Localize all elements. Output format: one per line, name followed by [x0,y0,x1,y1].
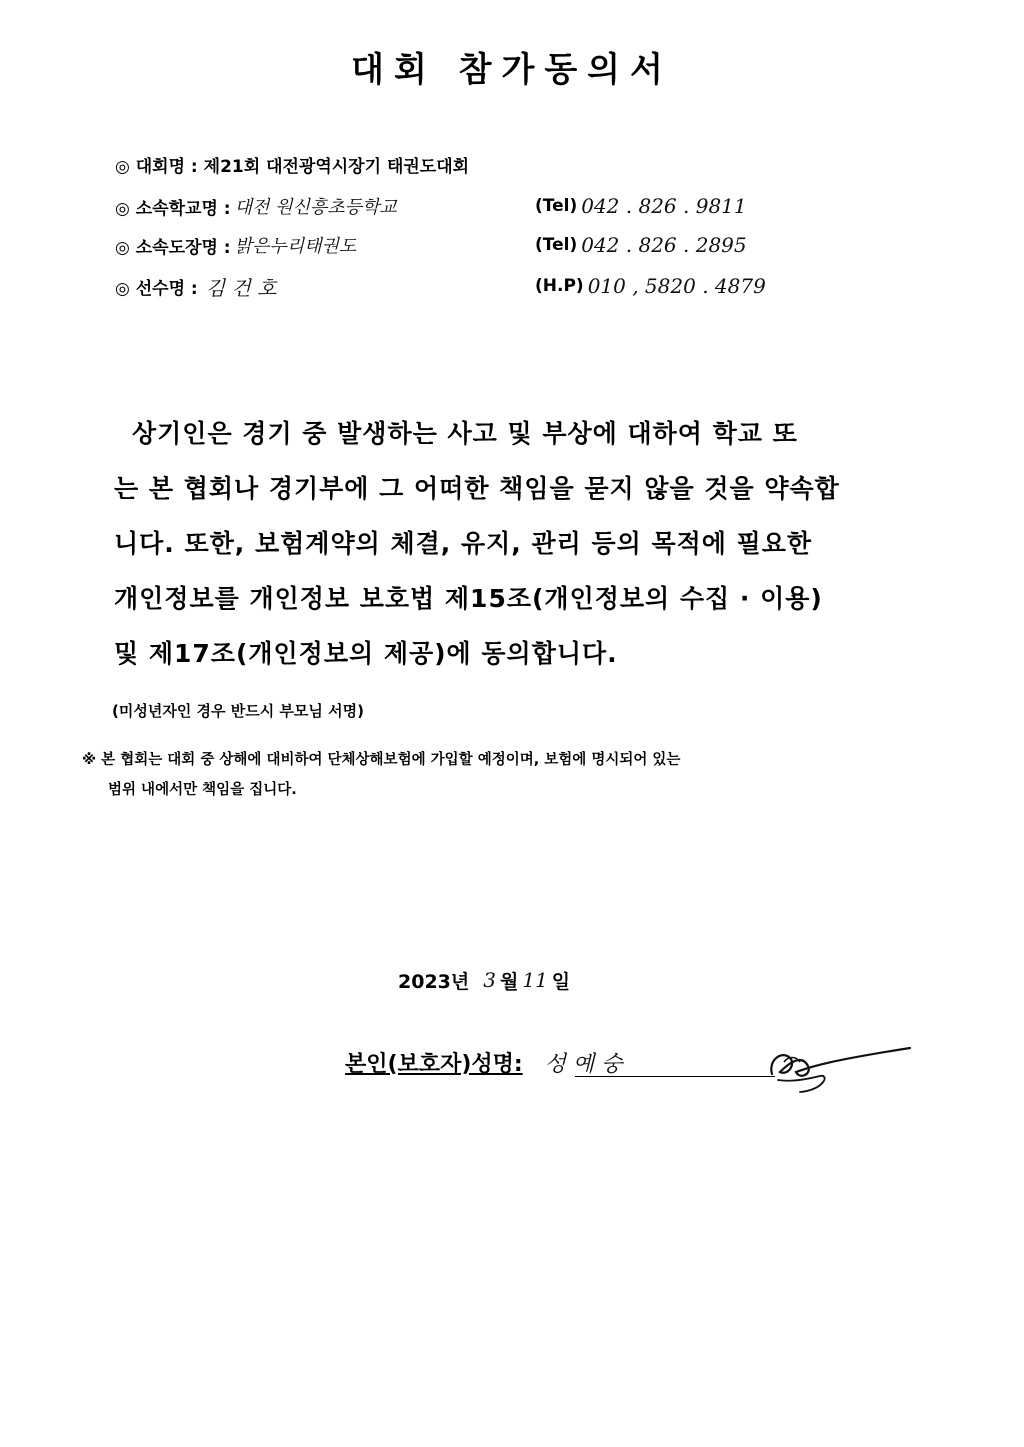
field-school-label: ◎ 소속학교명 : [115,198,231,219]
date-row [398,962,570,998]
signature-row [345,1040,622,1084]
paragraph-line: 개인정보를 개인정보 보호법 제15조(개인정보의 수집 · 이용) [114,584,823,613]
paragraph-line: 는 본 협회나 경기부에 그 어떠한 책임을 묻지 않을 것을 약속합 [114,474,840,503]
field-player [115,268,276,304]
contact-player-label: (H.P) [535,276,584,296]
contact-school-label: (Tel) [535,196,578,216]
contact-player-value: 010 , 5820 . 4879 [587,274,766,298]
paragraph-line: 및 제17조(개인정보의 제공)에 동의합니다. [114,639,618,668]
field-dojang [115,227,356,263]
field-dojang-label: ◎ 소속도장명 : [115,237,231,258]
field-competition-label: ◎ 대회명 : 제21회 대전광역시장기 태권도대회 [115,156,470,177]
field-player-value: 김 건 호 [205,275,277,300]
field-player-label: ◎ 선수명 : [115,278,198,299]
date-year: 2023년 [398,970,470,993]
field-dojang-value: 밝은누리태권도 [234,236,357,257]
signature-name: 성 예 숭 [544,1051,623,1077]
document-title: 대회 참가동의서 [351,50,673,90]
contact-school-value: 042 . 826 . 9811 [581,194,747,218]
contact-school [535,188,747,224]
field-school [115,188,397,224]
disclaimer-line: ※ 본 협회는 대회 중 상해에 대비하여 단체상해보험에 가입할 예정이며, 보험에 명시되어 있는 [82,752,681,768]
date-day-label: 일 [551,970,571,993]
field-competition [115,146,469,182]
date-day-value: 11 [522,968,548,992]
signature-line [575,1076,775,1077]
date-month-value: 3 [483,968,496,992]
date-month-label: 월 [499,970,519,993]
disclaimer-line: 범위 내에서만 책임을 집니다. [108,782,297,798]
paragraph-line: 니다. 또한, 보험계약의 체결, 유지, 관리 등의 목적에 필요한 [114,529,813,558]
contact-dojang [535,227,747,263]
contact-dojang-label: (Tel) [535,235,578,255]
contact-player [535,268,766,304]
minor-note: (미성년자인 경우 반드시 부모님 서명) [112,702,364,720]
signature-label: 본인(보호자)성명: [345,1051,523,1077]
contact-dojang-value: 042 . 826 . 2895 [581,233,747,257]
handwritten-seal-signature [760,1032,920,1102]
paragraph-line: 상기인은 경기 중 발생하는 사고 및 부상에 대하여 학교 또 [132,419,798,448]
field-school-value: 대전 원신흥초등학교 [234,197,397,218]
